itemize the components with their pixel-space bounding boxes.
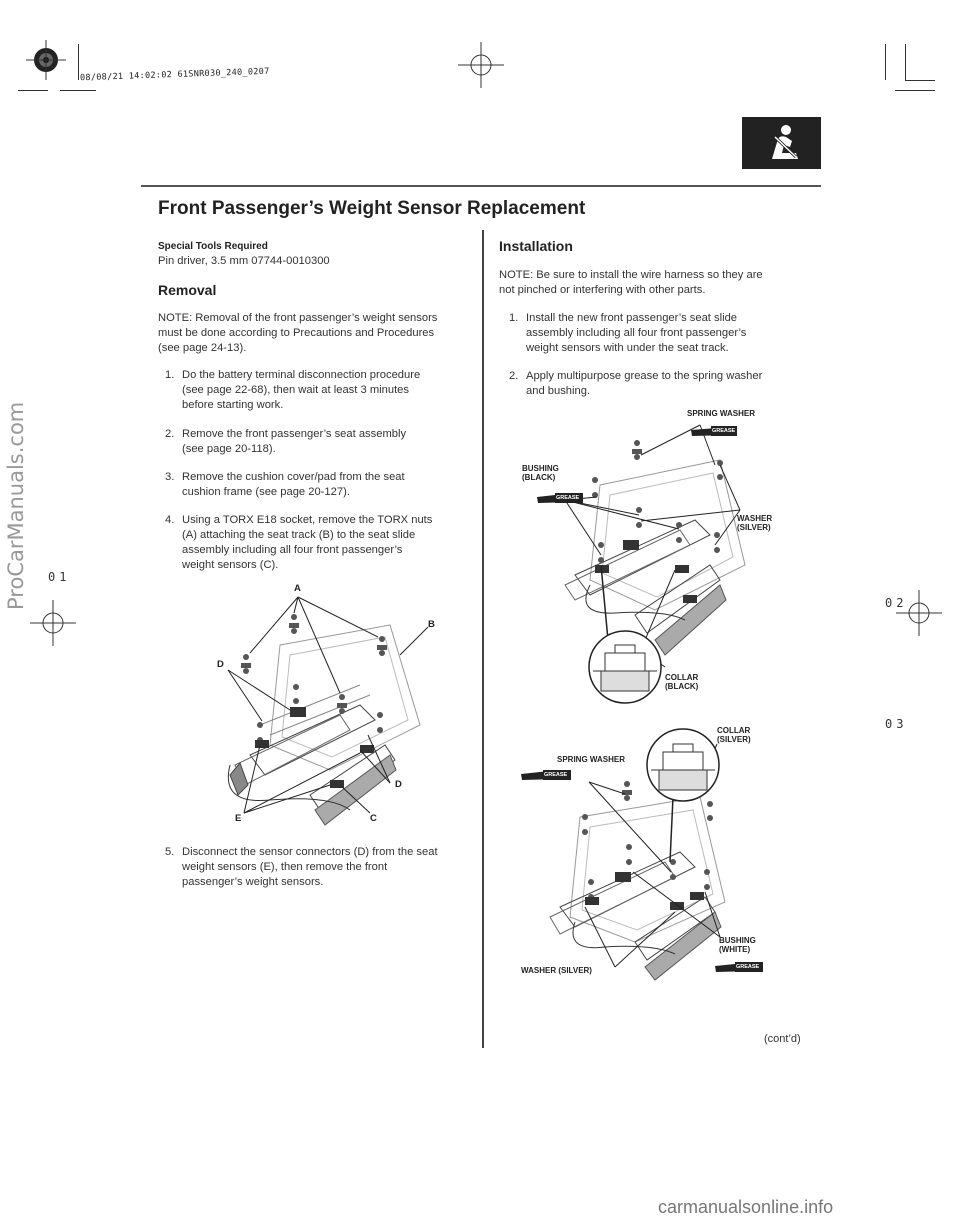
seat-track-illustration [210,585,450,830]
crosshair-icon [30,600,76,646]
label-c: C [370,813,377,824]
grease-tag: GREASE [544,772,568,778]
label-washer-silver: WASHER (SILVER) [521,966,592,975]
header-rule [141,185,821,187]
label-collar-black: COLLAR (BLACK) [665,673,699,691]
continued-note: (cont’d) [764,1033,801,1045]
installation-note: NOTE: Be sure to install the wire harness so they are not pinched or interfering with other parts. [499,269,763,296]
column-divider [482,230,484,1048]
label-spring-washer: SPRING WASHER [557,755,626,764]
special-tools-item: Pin driver, 3.5 mm 07744-0010300 [158,255,330,267]
label-a: A [294,583,301,594]
label-spring-washer: SPRING WASHER [687,409,756,418]
installation-diagram-bottom [505,722,805,987]
seat-belt-icon [742,117,821,169]
crosshair-icon [458,42,504,88]
label-b: B [428,619,435,630]
label-collar-silver: COLLAR (SILVER) [717,726,751,744]
section-badge [742,117,821,169]
removal-diagram [210,585,450,830]
label-d: D [395,779,402,790]
print-timestamp: 08/08/21 14:02:02 61SNR030_240_0207 [79,66,270,84]
page-title: Front Passenger’s Weight Sensor Replacement [158,198,586,219]
seat-slide-collar-illustration [505,722,805,987]
label-washer-silver: WASHER (SILVER) [737,514,773,532]
label-bushing-black: BUSHING (BLACK) [522,464,559,482]
side-watermark: ProCarManuals.com [4,401,28,610]
label-d: D [217,659,224,670]
special-tools-heading: Special Tools Required [158,241,268,252]
grease-tag: GREASE [736,964,760,970]
label-e: E [235,813,242,824]
footer-watermark: carmanualsonline.info [658,1197,834,1217]
removal-note: NOTE: Removal of the front passenger’s weight sensors must be done according to Precautions and Procedures (see page 24-13). [158,312,438,354]
grease-tag: GREASE [556,495,580,501]
installation-heading: Installation [499,238,573,254]
grease-marker [537,426,737,503]
removal-heading: Removal [158,282,217,298]
registration-target-icon [26,40,66,80]
seat-slide-grease-illustration [505,405,805,705]
installation-diagram-top [505,405,805,705]
label-bushing-white: BUSHING (WHITE) [719,936,756,954]
page-mark-03: 03 [885,717,908,731]
page-mark-01: 01 [48,570,71,584]
page-mark-02: 02 [885,596,908,610]
grease-tag: GREASE [712,428,736,434]
